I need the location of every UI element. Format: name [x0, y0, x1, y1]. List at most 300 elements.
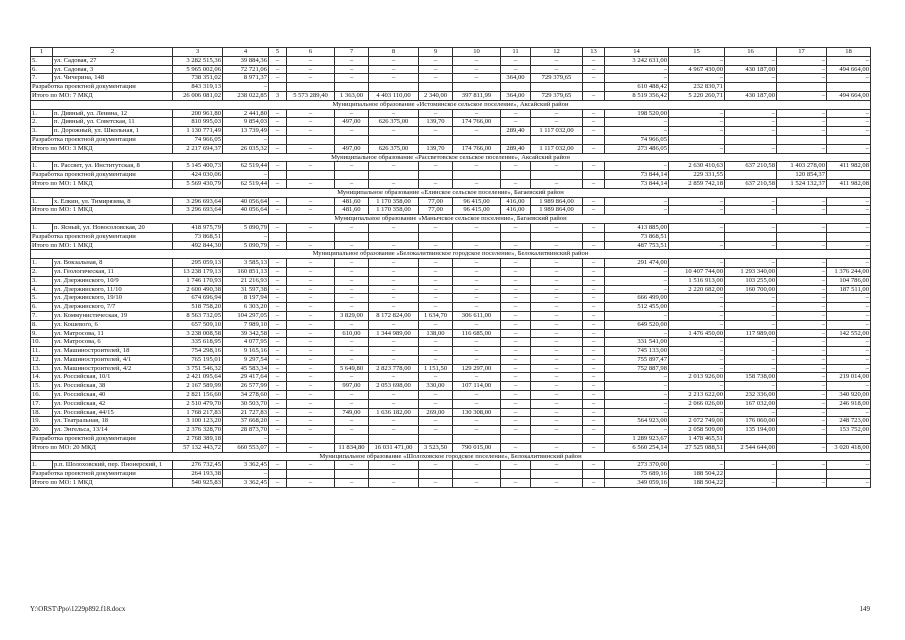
column-number: 12 [531, 48, 583, 57]
address-cell: ул. Дзержинского, 7/7 [53, 303, 173, 312]
value-cell: 9 297,54 [223, 355, 269, 364]
summary-cell: – [269, 144, 287, 153]
value-cell: – [501, 461, 531, 470]
summary-cell [725, 470, 777, 479]
value-cell: – [335, 285, 369, 294]
value-cell: – [777, 109, 827, 118]
summary-cell [419, 83, 453, 92]
value-cell: – [369, 347, 419, 356]
value-cell: 1 403 278,00 [777, 162, 827, 171]
value-cell: – [369, 338, 419, 347]
value-cell: – [501, 417, 531, 426]
summary-cell: – [269, 479, 287, 488]
address-cell: п. Дивный, ул. Советская, 11 [53, 118, 173, 127]
summary-cell: 729 379,65 [531, 91, 583, 100]
summary-cell: – [419, 479, 453, 488]
value-cell: – [453, 338, 501, 347]
value-cell: – [369, 109, 419, 118]
summary-label: Итого по МО: 1 МКД [31, 241, 173, 250]
value-cell: – [453, 74, 501, 83]
value-cell: 21 216,93 [223, 276, 269, 285]
value-cell: – [669, 118, 725, 127]
value-cell: – [777, 294, 827, 303]
summary-cell: 11 834,80 [335, 443, 369, 452]
value-cell: – [269, 303, 287, 312]
value-cell: – [269, 338, 287, 347]
value-cell: – [531, 408, 583, 417]
value-cell: – [419, 74, 453, 83]
summary-cell: 492 844,30 [173, 241, 223, 250]
value-cell: – [725, 259, 777, 268]
address-cell: п. Ясный, ул. Новосоловская, 20 [53, 223, 173, 232]
page-number: 149 [859, 605, 870, 613]
value-cell: – [777, 426, 827, 435]
value-cell: – [369, 426, 419, 435]
value-cell: – [287, 267, 335, 276]
summary-cell: 5 220 260,71 [669, 91, 725, 100]
value-cell: – [777, 399, 827, 408]
value-cell: – [531, 109, 583, 118]
summary-cell: 188 504,22 [669, 470, 725, 479]
value-cell: – [453, 223, 501, 232]
summary-cell [725, 435, 777, 444]
value-cell: – [669, 382, 725, 391]
value-cell: 200 961,80 [173, 109, 223, 118]
value-cell: – [669, 74, 725, 83]
address-cell: ул. Кошевого, 6 [53, 320, 173, 329]
table-row [31, 347, 871, 356]
value-cell: 4 077,95 [223, 338, 269, 347]
value-cell: – [583, 329, 605, 338]
summary-cell: – [777, 479, 827, 488]
row-number: 14. [31, 373, 53, 382]
value-cell: – [777, 347, 827, 356]
summary-cell: 232 830,71 [669, 83, 725, 92]
summary-cell: 2 544 644,00 [725, 443, 777, 452]
value-cell: – [419, 162, 453, 171]
value-cell: 21 727,83 [223, 408, 269, 417]
summary-cell [669, 135, 725, 144]
summary-cell: – [777, 144, 827, 153]
value-cell: – [335, 355, 369, 364]
address-cell: р.п. Шолоховский, пер. Пионерский, 1 [53, 461, 173, 470]
value-cell: – [725, 382, 777, 391]
row-number: 19. [31, 417, 53, 426]
summary-row [31, 232, 871, 241]
value-cell: – [501, 382, 531, 391]
summary-cell [269, 135, 287, 144]
value-cell: – [669, 259, 725, 268]
value-cell: – [419, 127, 453, 136]
column-number: 15 [669, 48, 725, 57]
summary-cell: – [223, 435, 269, 444]
value-cell: 497,00 [335, 118, 369, 127]
summary-cell: – [501, 479, 531, 488]
table-row [31, 294, 871, 303]
summary-cell: – [287, 179, 335, 188]
value-cell: – [583, 320, 605, 329]
summary-row [31, 91, 871, 100]
value-cell: – [269, 320, 287, 329]
value-cell: – [335, 127, 369, 136]
value-cell: – [335, 391, 369, 400]
summary-label: Итого по МО: 1 МКД [31, 479, 173, 488]
value-cell: – [827, 294, 871, 303]
value-cell: – [453, 303, 501, 312]
value-cell: – [501, 426, 531, 435]
summary-cell: 62 519,44 [223, 179, 269, 188]
value-cell: – [369, 162, 419, 171]
value-cell: – [605, 276, 669, 285]
value-cell: – [777, 285, 827, 294]
value-cell: – [501, 109, 531, 118]
value-cell: – [287, 461, 335, 470]
summary-cell: 790 015,00 [453, 443, 501, 452]
value-cell: 276 732,45 [173, 461, 223, 470]
value-cell: 116 685,00 [453, 329, 501, 338]
address-cell: ул. Машиностроителей, 18 [53, 347, 173, 356]
value-cell: 2 630 410,63 [669, 162, 725, 171]
column-number: 11 [501, 48, 531, 57]
value-cell: – [777, 259, 827, 268]
section-heading: Муниципальное образование «Шолоховское городское поселение», Белокалитвинский район [31, 452, 871, 461]
value-cell: – [531, 329, 583, 338]
address-cell: х. Елкин, ул. Тимирязева, 8 [53, 197, 173, 206]
value-cell: – [777, 303, 827, 312]
summary-cell [453, 171, 501, 180]
address-cell: ул. Матросова, 11 [53, 329, 173, 338]
summary-cell [369, 83, 419, 92]
value-cell: – [531, 338, 583, 347]
value-cell: 1 293 340,00 [725, 267, 777, 276]
summary-label: Итого по МО: 1 МКД [31, 206, 173, 215]
summary-cell [453, 470, 501, 479]
table-row [31, 74, 871, 83]
table-body [31, 48, 871, 488]
value-cell: – [501, 408, 531, 417]
summary-cell: – [419, 241, 453, 250]
summary-cell: 238 022,85 [223, 91, 269, 100]
table-row [31, 109, 871, 118]
value-cell: – [583, 259, 605, 268]
summary-cell: – [269, 443, 287, 452]
value-cell: – [531, 285, 583, 294]
value-cell: – [501, 294, 531, 303]
summary-cell: 540 925,83 [173, 479, 223, 488]
value-cell: – [419, 399, 453, 408]
summary-row [31, 206, 871, 215]
value-cell: – [501, 338, 531, 347]
value-cell: – [369, 294, 419, 303]
summary-cell [669, 232, 725, 241]
summary-cell: – [531, 479, 583, 488]
value-cell: – [583, 285, 605, 294]
summary-cell: 120 854,37 [777, 171, 827, 180]
summary-cell: 77,00 [419, 206, 453, 215]
row-number: 4. [31, 285, 53, 294]
table-row [31, 285, 871, 294]
summary-cell: – [369, 179, 419, 188]
value-cell: 167 032,00 [725, 399, 777, 408]
summary-cell: 2 859 742,18 [669, 179, 725, 188]
value-cell: – [777, 311, 827, 320]
value-cell: 104 297,05 [223, 311, 269, 320]
value-cell: 3 296 693,64 [173, 197, 223, 206]
summary-cell: 74 966,05 [173, 135, 223, 144]
table-row [31, 197, 871, 206]
value-cell: – [287, 417, 335, 426]
address-cell: ул. Садовая, 3 [53, 65, 173, 74]
value-cell: – [605, 329, 669, 338]
value-cell: 729 379,65 [531, 74, 583, 83]
value-cell: – [583, 127, 605, 136]
summary-cell [583, 435, 605, 444]
summary-cell: – [669, 206, 725, 215]
summary-row [31, 144, 871, 153]
summary-cell: – [335, 179, 369, 188]
table-row [31, 311, 871, 320]
value-cell: – [583, 355, 605, 364]
summary-cell: 57 132 443,72 [173, 443, 223, 452]
value-cell: – [369, 259, 419, 268]
value-cell: – [287, 391, 335, 400]
address-cell: ул. Дзержинского, 11/10 [53, 285, 173, 294]
value-cell: – [419, 56, 453, 65]
summary-cell [419, 135, 453, 144]
value-cell: – [605, 311, 669, 320]
summary-cell [583, 135, 605, 144]
summary-cell: 1 289 923,67 [605, 435, 669, 444]
value-cell: – [269, 74, 287, 83]
value-cell: – [501, 118, 531, 127]
value-cell: 649 520,00 [605, 320, 669, 329]
value-cell: 752 887,98 [605, 364, 669, 373]
summary-label: Итого по МО: 3 МКД [31, 144, 173, 153]
summary-cell [725, 171, 777, 180]
value-cell: 1 746 170,93 [173, 276, 223, 285]
value-cell: – [669, 197, 725, 206]
summary-cell: – [335, 241, 369, 250]
summary-cell: 637 210,58 [725, 179, 777, 188]
summary-row [31, 83, 871, 92]
value-cell: – [583, 118, 605, 127]
value-cell: – [287, 127, 335, 136]
value-cell: – [605, 267, 669, 276]
value-cell: – [777, 408, 827, 417]
summary-cell: 2 340,00 [419, 91, 453, 100]
column-number: 14 [605, 48, 669, 57]
column-number: 16 [725, 48, 777, 57]
value-cell: 610,00 [335, 329, 369, 338]
summary-cell: – [827, 241, 871, 250]
value-cell: – [269, 391, 287, 400]
address-cell: п. Дивный, ул. Ленина, 12 [53, 109, 173, 118]
value-cell: – [501, 347, 531, 356]
summary-cell [777, 135, 827, 144]
table-row [31, 162, 871, 171]
summary-cell: 397 811,99 [453, 91, 501, 100]
table-row [31, 373, 871, 382]
row-number: 11. [31, 347, 53, 356]
summary-cell: 1 363,00 [335, 91, 369, 100]
value-cell: – [827, 118, 871, 127]
value-cell: – [669, 320, 725, 329]
table-row [31, 408, 871, 417]
summary-cell [583, 171, 605, 180]
value-cell: 430 187,00 [725, 65, 777, 74]
summary-cell: 96 415,00 [453, 206, 501, 215]
value-cell: – [669, 338, 725, 347]
summary-cell: 73 868,51 [173, 232, 223, 241]
value-cell: – [827, 56, 871, 65]
row-number: 7. [31, 74, 53, 83]
value-cell: – [777, 417, 827, 426]
value-cell: – [725, 311, 777, 320]
value-cell: – [605, 74, 669, 83]
summary-cell [777, 470, 827, 479]
value-cell: 5 965 002,06 [173, 65, 223, 74]
value-cell: 2 167 589,99 [173, 382, 223, 391]
value-cell: – [287, 338, 335, 347]
value-cell: – [583, 382, 605, 391]
summary-cell: – [531, 443, 583, 452]
row-number: 2. [31, 267, 53, 276]
value-cell: 138,00 [419, 329, 453, 338]
value-cell: – [287, 329, 335, 338]
value-cell: – [501, 259, 531, 268]
value-cell: – [369, 320, 419, 329]
value-cell: – [269, 223, 287, 232]
summary-row [31, 470, 871, 479]
table-row [31, 417, 871, 426]
value-cell: – [419, 417, 453, 426]
value-cell: – [583, 109, 605, 118]
summary-cell [369, 232, 419, 241]
value-cell: – [827, 127, 871, 136]
value-cell: – [453, 65, 501, 74]
value-cell: – [583, 426, 605, 435]
value-cell: 160 700,00 [725, 285, 777, 294]
value-cell: – [419, 320, 453, 329]
address-cell: ул. Чичерина, 148 [53, 74, 173, 83]
value-cell: – [501, 303, 531, 312]
value-cell: 1 768 217,83 [173, 408, 223, 417]
value-cell: – [287, 311, 335, 320]
value-cell: – [453, 461, 501, 470]
value-cell: – [335, 65, 369, 74]
value-cell: – [669, 127, 725, 136]
value-cell: 269,00 [419, 408, 453, 417]
value-cell: – [501, 355, 531, 364]
value-cell: 512 455,00 [605, 303, 669, 312]
value-cell: – [583, 294, 605, 303]
value-cell: – [419, 259, 453, 268]
value-cell: – [419, 223, 453, 232]
summary-cell [419, 435, 453, 444]
value-cell: – [453, 127, 501, 136]
value-cell: 232 336,00 [725, 391, 777, 400]
value-cell: – [287, 285, 335, 294]
value-cell: – [335, 303, 369, 312]
document-path: Y:\ORST\Ppo\1229p892.f18.docx [30, 605, 126, 613]
value-cell: – [419, 373, 453, 382]
value-cell: – [583, 162, 605, 171]
value-cell: – [269, 267, 287, 276]
value-cell: – [669, 347, 725, 356]
value-cell: 295 059,13 [173, 259, 223, 268]
summary-cell: 481,60 [335, 206, 369, 215]
address-cell: п. Дорожный, ул. Школьная, 1 [53, 127, 173, 136]
value-cell: 2 072 749,00 [669, 417, 725, 426]
value-cell: – [335, 294, 369, 303]
value-cell: – [777, 338, 827, 347]
value-cell: 2 821 156,60 [173, 391, 223, 400]
summary-cell: 3 362,45 [223, 479, 269, 488]
value-cell: – [287, 373, 335, 382]
column-number: 18 [827, 48, 871, 57]
summary-cell: – [223, 470, 269, 479]
address-cell: ул. Дзержинского, 19/10 [53, 294, 173, 303]
value-cell: 273 370,00 [605, 461, 669, 470]
value-cell: 5 090,79 [223, 223, 269, 232]
table-row [31, 267, 871, 276]
value-cell: – [605, 127, 669, 136]
value-cell: 8 563 732,05 [173, 311, 223, 320]
value-cell: – [287, 399, 335, 408]
value-cell: – [501, 329, 531, 338]
value-cell: – [531, 118, 583, 127]
summary-cell: 364,00 [501, 91, 531, 100]
value-cell: – [269, 347, 287, 356]
summary-cell [725, 83, 777, 92]
summary-cell: 289,40 [501, 144, 531, 153]
value-cell: – [725, 56, 777, 65]
address-cell: ул. Вокзальная, 8 [53, 259, 173, 268]
summary-cell: – [501, 241, 531, 250]
summary-cell [583, 232, 605, 241]
value-cell: – [827, 364, 871, 373]
value-cell: – [669, 355, 725, 364]
value-cell: 1 989 864,00 [531, 197, 583, 206]
value-cell: 2 421 095,64 [173, 373, 223, 382]
value-cell: 4 967 430,00 [669, 65, 725, 74]
value-cell: 246 918,00 [827, 399, 871, 408]
value-cell: – [269, 373, 287, 382]
value-cell: – [419, 65, 453, 74]
value-cell: – [269, 118, 287, 127]
summary-cell [419, 171, 453, 180]
value-cell: 1 130 771,49 [173, 127, 223, 136]
value-cell: – [725, 118, 777, 127]
value-cell: – [725, 338, 777, 347]
value-cell: 158 738,00 [725, 373, 777, 382]
summary-cell: – [531, 241, 583, 250]
value-cell: – [583, 408, 605, 417]
value-cell: – [269, 355, 287, 364]
column-number: 9 [419, 48, 453, 57]
value-cell: 494 664,00 [827, 65, 871, 74]
value-cell: 2 053 698,00 [369, 382, 419, 391]
value-cell: – [369, 267, 419, 276]
value-cell: 39 342,58 [223, 329, 269, 338]
value-cell: – [335, 109, 369, 118]
summary-cell: 1 989 864,00 [531, 206, 583, 215]
value-cell: 248 723,00 [827, 417, 871, 426]
value-cell: 8 197,94 [223, 294, 269, 303]
value-cell: – [669, 294, 725, 303]
value-cell: – [669, 408, 725, 417]
summary-cell: – [725, 206, 777, 215]
